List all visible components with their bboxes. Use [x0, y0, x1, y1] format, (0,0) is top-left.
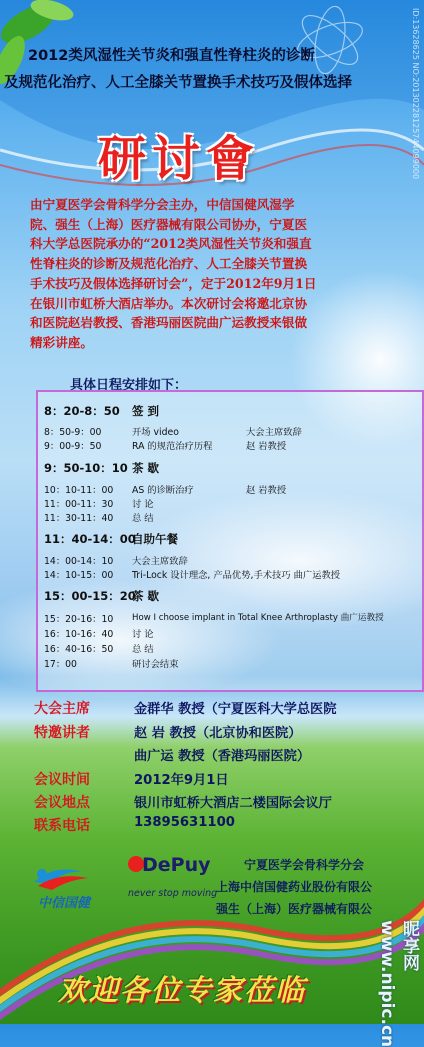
watermark: 昵享网 www.nipic.cn	[377, 920, 419, 1047]
speaker-label: 特邀讲者	[34, 725, 90, 741]
row-time: 9：00-9：50	[44, 441, 102, 452]
welcome-banner: 欢迎各位专家莅临	[58, 973, 307, 1007]
row-time: 14：10-15：00	[44, 570, 114, 581]
header-line-1: 2012类风湿性关节炎和强直性脊柱炎的诊断	[28, 48, 315, 64]
time-label: 会议时间	[34, 772, 90, 788]
slot-time: 9：50-10：10	[44, 461, 128, 475]
organizer-3: 强生（上海）医疗器械有限公	[216, 902, 373, 916]
chair-value: 金群华 教授（宁夏医科大学总医院	[134, 702, 337, 717]
place-label: 会议地点	[34, 795, 90, 811]
row-time: 17：00	[44, 659, 77, 670]
place-value: 银川市虹桥大酒店二楼国际会议厅	[134, 796, 332, 811]
intro-line: 手术技巧及假体选择研讨会”，定于2012年9月1日	[30, 275, 317, 291]
intro-line: 由宁夏医学会骨科学分会主办，中信国健风湿学	[30, 197, 295, 212]
row-time: 11：00-11：30	[44, 499, 114, 510]
row-topic: 开场 video	[132, 427, 179, 438]
row-topic: How I choose implant in Total Knee Arthroplasty 曲广运教授	[132, 613, 384, 623]
intro-line: 在银川市虹桥大酒店举办。本次研讨会将邀北京协	[30, 295, 308, 311]
chair-label: 大会主席	[34, 701, 90, 717]
slot-name: 签 到	[132, 404, 160, 418]
citic-name: 中信国健	[38, 896, 91, 911]
phone-value: 13895631100	[134, 815, 235, 830]
schedule-heading: 具体日程安排如下：	[70, 378, 188, 393]
row-time: 10：10-11：00	[44, 485, 114, 496]
row-topic: AS 的诊断治疗	[132, 485, 194, 496]
slot-time: 11：40-14：00	[44, 532, 136, 546]
speaker-1: 赵 岩 教授（北京协和医院）	[134, 726, 302, 741]
depuy-name: DePuy	[142, 854, 211, 876]
organizer-1: 宁夏医学会骨科学分会	[244, 858, 365, 872]
slot-name: 茶 歇	[132, 461, 160, 475]
row-topic: 讨 论	[132, 499, 154, 510]
row-time: 16：10-16：40	[44, 629, 114, 640]
row-time: 16：40-16：50	[44, 644, 114, 655]
row-time: 11：30-11：40	[44, 513, 114, 524]
intro-line: 精彩讲座。	[30, 334, 93, 350]
speaker-2: 曲广运 教授（香港玛丽医院）	[134, 749, 311, 764]
row-topic: 总 结	[132, 644, 154, 655]
row-time: 15：20-16：10	[44, 614, 114, 625]
row-topic: 讨 论	[132, 629, 154, 640]
page-title: 研讨會	[98, 131, 261, 187]
intro-line: 性脊柱炎的诊断及规范化治疗、人工全膝关节置换	[30, 256, 308, 272]
intro-paragraph	[30, 195, 410, 353]
row-speaker: 赵 岩教授	[246, 441, 287, 452]
intro-line: 院、强生（上海）医疗器械有限公司协办，宁夏医	[30, 216, 308, 232]
row-speaker: 赵 岩教授	[246, 485, 287, 496]
row-topic: 总 结	[132, 513, 154, 524]
row-topic: 研讨会结束	[132, 659, 179, 670]
row-time: 14：00-14：10	[44, 556, 114, 567]
row-topic: RA 的规范治疗历程	[132, 441, 213, 452]
phone-label: 联系电话	[34, 818, 90, 834]
row-speaker: 大会主席致辞	[246, 427, 302, 438]
intro-line: 科大学总医院承办的“2012类风湿性关节炎和强直	[30, 236, 312, 252]
watermark-id: ID:13628625 NO:20130228125744099000	[411, 8, 420, 180]
header-line-2: 及规范化治疗、人工全膝关节置换手术技巧及假体选择	[4, 75, 352, 91]
slot-name: 茶 歇	[132, 589, 160, 603]
row-topic: Tri-Lock 设计理念, 产品优势,手术技巧 曲广运教授	[132, 570, 341, 581]
row-topic: 大会主席致辞	[132, 556, 188, 567]
time-value: 2012年9月1日	[134, 773, 229, 788]
organizer-2: 上海中信国健药业股份有限公	[216, 880, 373, 894]
row-time: 8：50-9：00	[44, 427, 102, 438]
intro-line: 和医院赵岩教授、香港玛丽医院曲广运教授来银做	[30, 315, 308, 331]
depuy-slogan: never stop moving	[128, 888, 218, 899]
citic-logo	[28, 862, 98, 912]
slot-name: 自助午餐	[132, 532, 178, 546]
slot-time: 15：00-15：20	[44, 589, 136, 603]
slot-time: 8：20-8：50	[44, 404, 120, 418]
